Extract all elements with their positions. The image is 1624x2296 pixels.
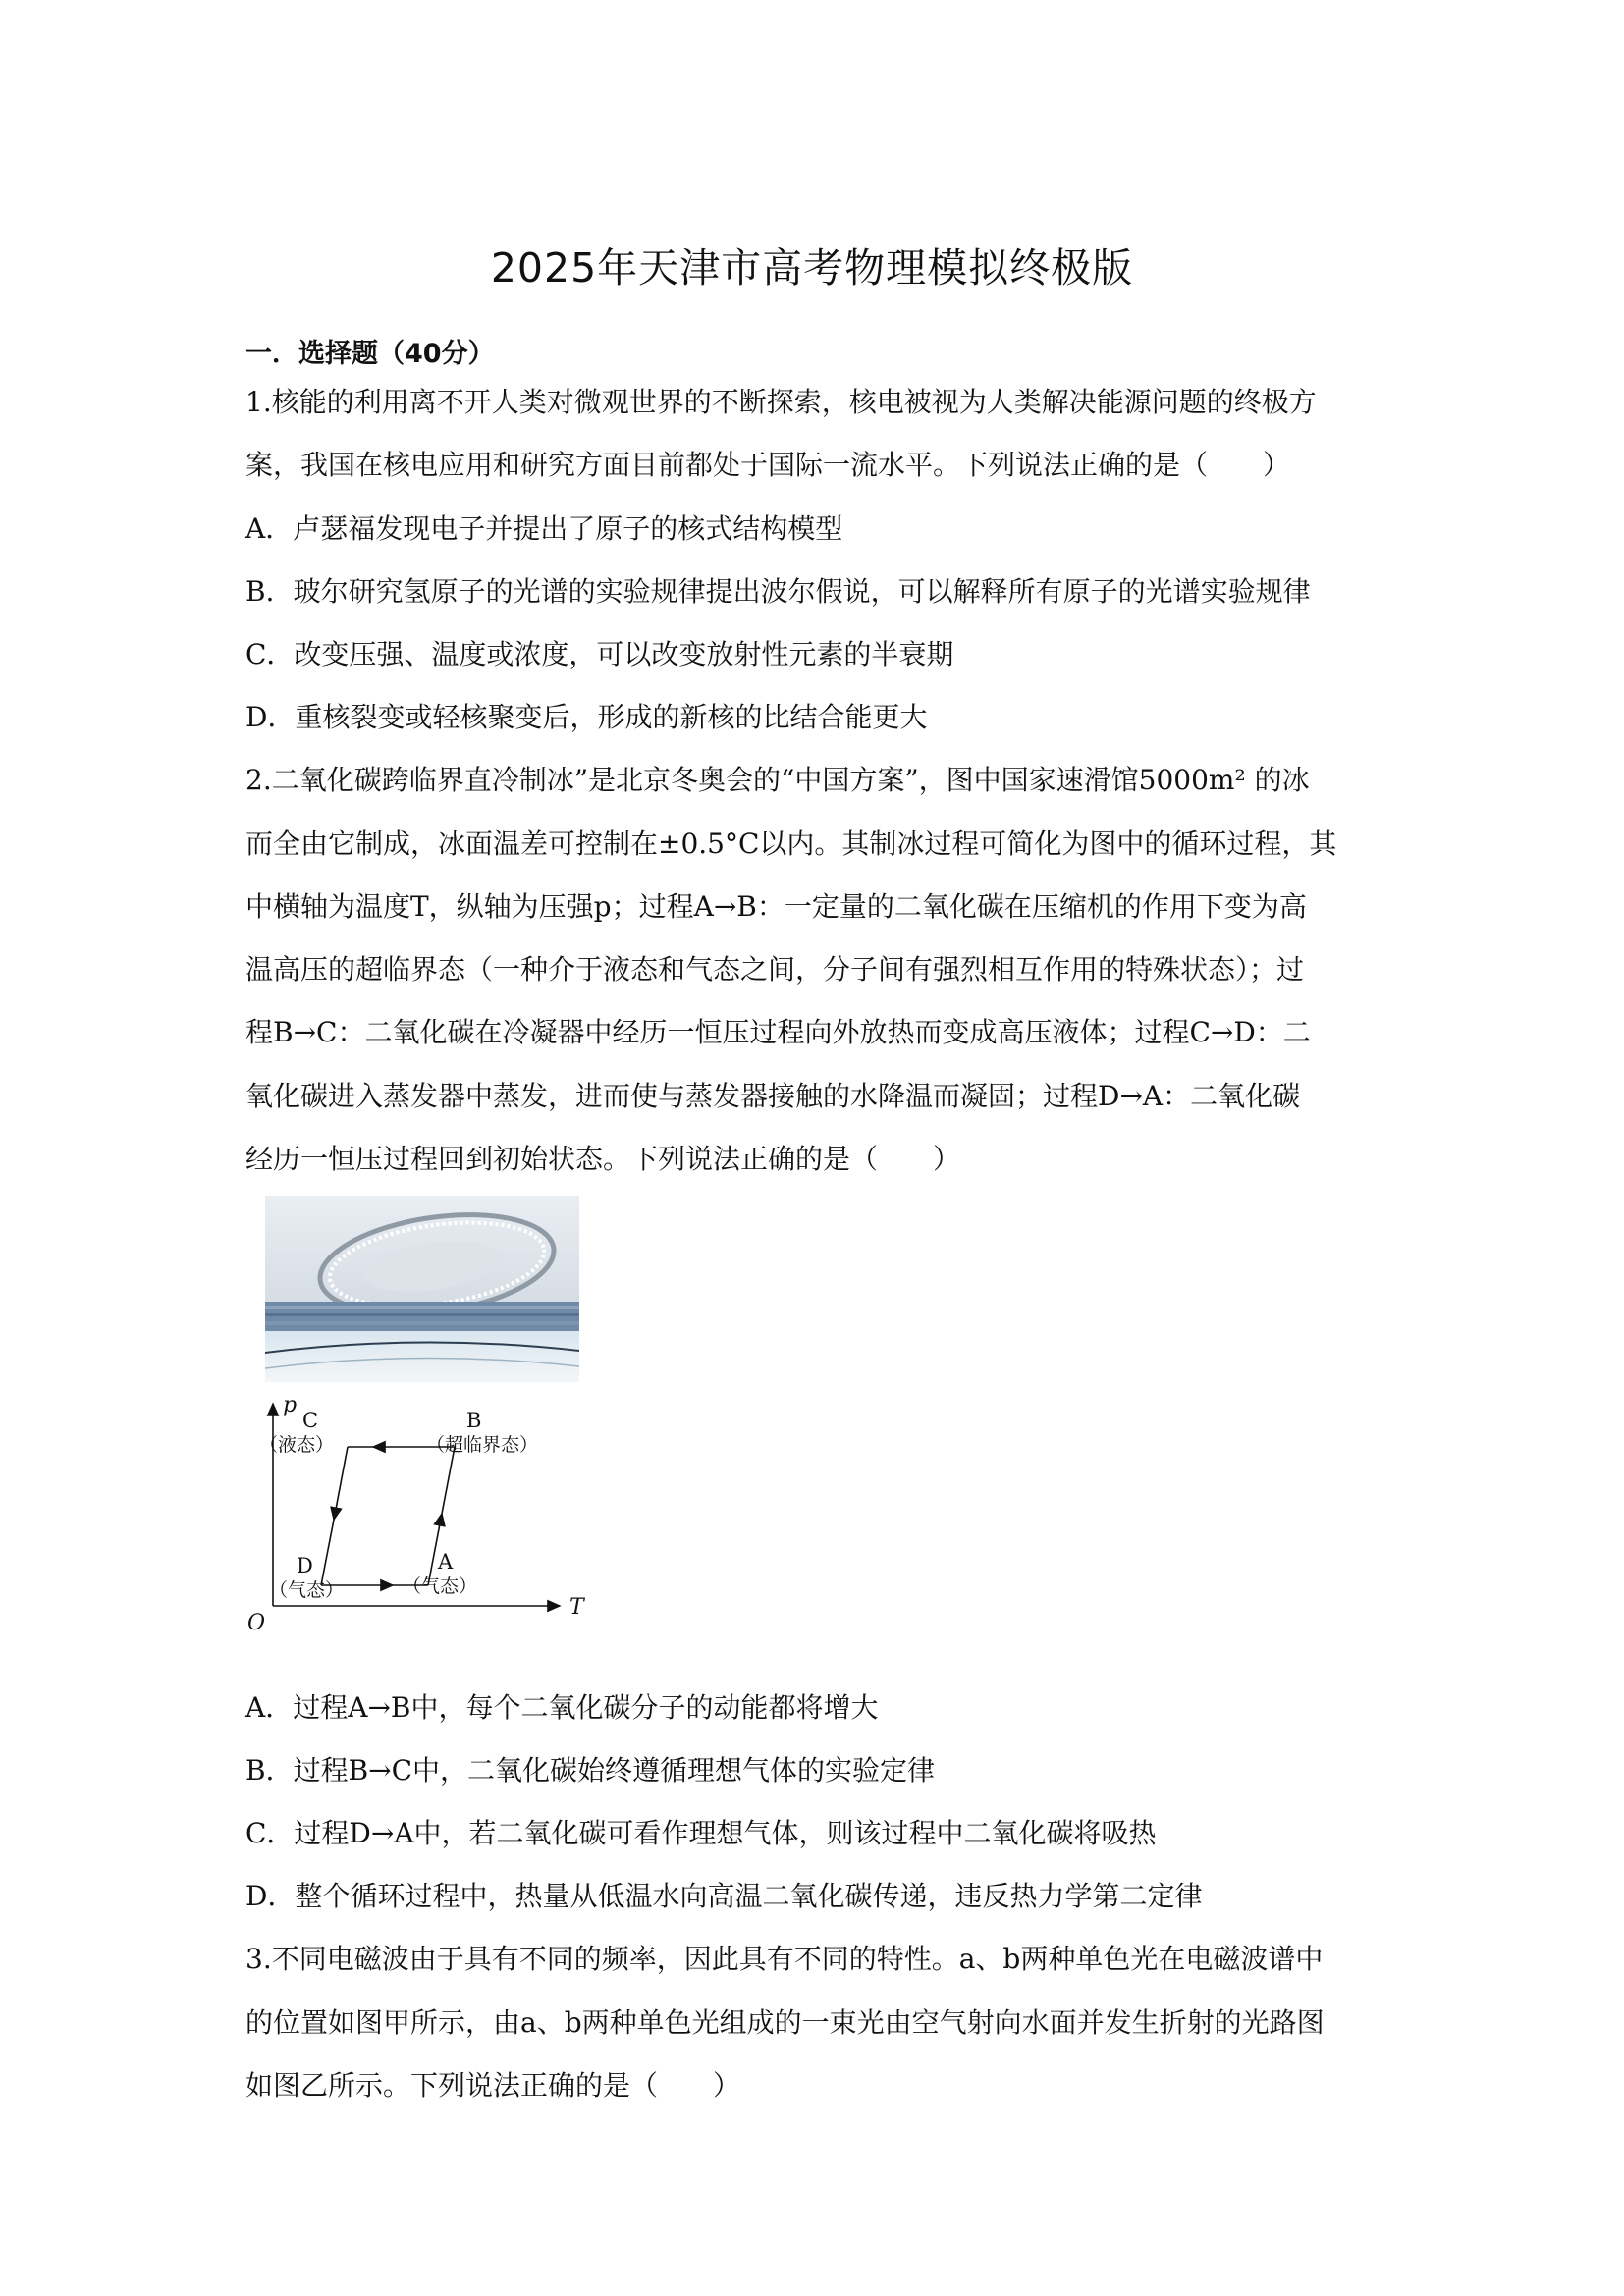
q2-option-b: B．过程B→C中，二氧化碳始终遵循理想气体的实验定律 bbox=[245, 1754, 936, 1787]
axis-p-label: p bbox=[283, 1393, 298, 1417]
q2-stem-line-6: 氧化碳进入蒸发器中蒸发，进而使与蒸发器接触的水降温而凝固；过程D→A：二氧化碳 bbox=[245, 1080, 1301, 1112]
q2-stem-line-5: 程B→C：二氧化碳在冷凝器中经历一恒压过程向外放热而变成高压液体；过程C→D：二 bbox=[245, 1016, 1311, 1048]
q2-stem-line-1: 2.二氧化碳跨临界直冷制冰”是北京冬奥会的“中国方案”，图中国家速滑馆5000m² 的冰 bbox=[245, 764, 1310, 796]
q1-option-d: D．重核裂变或轻核聚变后，形成的新核的比结合能更大 bbox=[245, 701, 928, 733]
q3-stem-line-3: 如图乙所示。下列说法正确的是（ ） bbox=[245, 2069, 741, 2102]
point-a-state: （气态） bbox=[403, 1575, 478, 1597]
point-d-label: D bbox=[297, 1554, 313, 1577]
origin-label: O bbox=[247, 1611, 266, 1635]
point-a-label: A bbox=[438, 1550, 454, 1574]
q1-stem-line-1: 1.核能的利用离不开人类对微观世界的不断探索，核电被视为人类解决能源问题的终极方 bbox=[245, 386, 1317, 418]
point-b-label: B bbox=[466, 1409, 482, 1432]
q1-option-a: A．卢瑟福发现电子并提出了原子的核式结构模型 bbox=[245, 512, 843, 545]
speed-skating-oval-photo bbox=[265, 1196, 579, 1382]
q3-stem-line-2: 的位置如图甲所示，由a、b两种单色光组成的一束光由空气射向水面并发生折射的光路图 bbox=[245, 2006, 1325, 2039]
q3-stem-line-1: 3.不同电磁波由于具有不同的频率，因此具有不同的特性。a、b两种单色光在电磁波谱中 bbox=[245, 1943, 1324, 1975]
process-c-to-d bbox=[334, 1447, 348, 1520]
point-c-state: （液态） bbox=[259, 1434, 335, 1456]
axis-t-label: T bbox=[569, 1595, 584, 1620]
q2-stem-line-2: 而全由它制成，冰面温差可控制在±0.5°C以内。其制冰过程可简化为图中的循环过程，其 bbox=[245, 828, 1337, 860]
q2-stem-line-4: 温高压的超临界态（一种介于液态和气态之间，分子间有强烈相互作用的特殊状态）；过 bbox=[245, 953, 1305, 986]
point-d-state: （气态） bbox=[269, 1579, 345, 1601]
q2-option-a: A．过程A→B中，每个二氧化碳分子的动能都将增大 bbox=[245, 1691, 879, 1724]
point-c-label: C bbox=[302, 1409, 319, 1432]
q1-option-c: C．改变压强、温度或浓度，可以改变放射性元素的半衰期 bbox=[245, 638, 954, 670]
q1-stem-line-2: 案，我国在核电应用和研究方面目前都处于国际一流水平。下列说法正确的是（ ） bbox=[245, 449, 1291, 481]
q2-stem-line-3: 中横轴为温度T，纵轴为压强p；过程A→B：一定量的二氧化碳在压缩机的作用下变为高 bbox=[245, 890, 1307, 923]
q2-option-d: D．整个循环过程中，热量从低温水向高温二氧化碳传递，违反热力学第二定律 bbox=[245, 1880, 1203, 1912]
pt-cycle-diagram bbox=[245, 1392, 599, 1637]
section-heading: 一．选择题（40分） bbox=[245, 339, 495, 369]
point-b-state: （超临界态） bbox=[426, 1434, 539, 1456]
q1-option-b: B．玻尔研究氢原子的光谱的实验规律提出波尔假说，可以解释所有原子的光谱实验规律 bbox=[245, 575, 1311, 608]
page-title: 2025年天津市高考物理模拟终极版 bbox=[490, 244, 1134, 292]
q2-option-c: C．过程D→A中，若二氧化碳可看作理想气体，则该过程中二氧化碳将吸热 bbox=[245, 1817, 1157, 1849]
q2-stem-line-7: 经历一恒压过程回到初始状态。下列说法正确的是（ ） bbox=[245, 1143, 961, 1175]
